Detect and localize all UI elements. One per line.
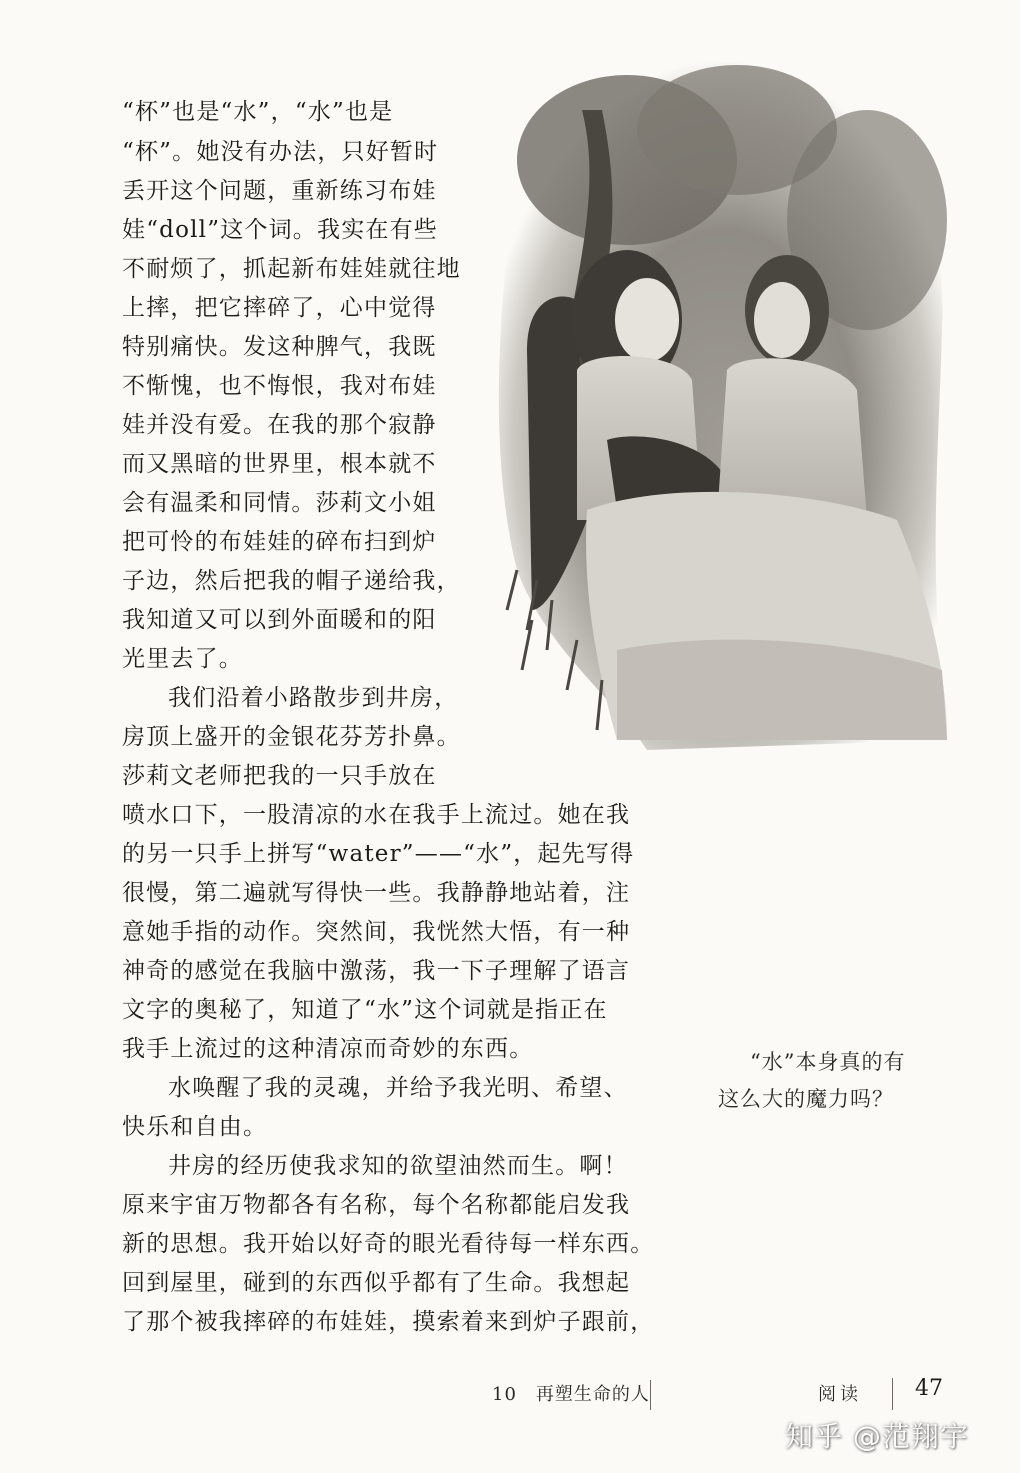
body-line: 把可怜的布娃娃的碎布扫到炉 [122,529,437,555]
body-line: 了那个被我摔碎的布娃娃，摸索着来到炉子跟前， [122,1309,655,1335]
body-line: “杯”也是“水”，“水”也是 [122,99,394,125]
body-line: 而又黑暗的世界里，根本就不 [122,451,437,477]
footer-divider [650,1380,651,1410]
watermark: 知乎 @范翔宇 [785,1420,969,1453]
body-line: 的另一只手上拼写“water”——“水”，起先写得 [122,841,635,867]
body-line: 意她手指的动作。突然间，我恍然大悟，有一种 [122,919,631,945]
body-line: 我手上流过的这种清凉而奇妙的东西。 [122,1036,534,1062]
body-line: 娃“doll”这个词。我实在有些 [122,217,438,243]
body-line: 井房的经历使我求知的欲望油然而生。啊！ [168,1153,628,1179]
body-line: 上摔，把它摔碎了，心中觉得 [122,295,437,321]
body-line: 子边，然后把我的帽子递给我， [122,568,461,594]
body-line: 光里去了。 [122,646,243,672]
body-line: 很慢，第二遍就写得快一些。我静静地站着，注 [122,880,631,906]
body-line: 新的思想。我开始以好奇的眼光看待每一样东西。 [122,1231,655,1257]
body-line: 不惭愧，也不悔恨，我对布娃 [122,373,437,399]
body-line: 回到屋里，碰到的东西似乎都有了生命。我想起 [122,1270,631,1296]
side-note: 这么大的魔力吗？ [718,1087,894,1111]
body-line: 原来宇宙万物都各有名称，每个名称都能启发我 [122,1192,631,1218]
body-line: 娃并没有爱。在我的那个寂静 [122,412,437,438]
body-line: 我们沿着小路散步到井房， [168,685,459,711]
body-line: 水唤醒了我的灵魂，并给予我光明、希望、 [168,1075,628,1101]
page-number: 47 [915,1376,943,1401]
body-line: 喷水口下，一股清凉的水在我手上流过。她在我 [122,802,631,828]
body-line: 神奇的感觉在我脑中激荡，我一下子理解了语言 [122,958,631,984]
section-label: 阅读 [818,1384,862,1405]
body-line: 文字的奥秘了，知道了“水”这个词就是指正在 [122,997,608,1023]
body-line: 我知道又可以到外面暖和的阳 [122,607,437,633]
lesson-title: 10 再塑生命的人 [492,1384,650,1405]
body-line: 房顶上盛开的金银花芬芳扑鼻。 [122,724,461,750]
body-line: 莎莉文老师把我的一只手放在 [122,763,437,789]
side-note: “水”本身真的有 [750,1050,906,1074]
illustration-two-women-under-tree [487,50,957,755]
body-line: 特别痛快。发这种脾气，我既 [122,334,437,360]
body-line: 不耐烦了，抓起新布娃娃就往地 [122,256,461,282]
body-line: “杯”。她没有办法，只好暂时 [122,139,439,165]
body-line: 会有温柔和同情。莎莉文小姐 [122,490,437,516]
footer-divider [892,1378,893,1410]
body-line: 丢开这个问题，重新练习布娃 [122,178,437,204]
body-line: 快乐和自由。 [122,1114,268,1140]
